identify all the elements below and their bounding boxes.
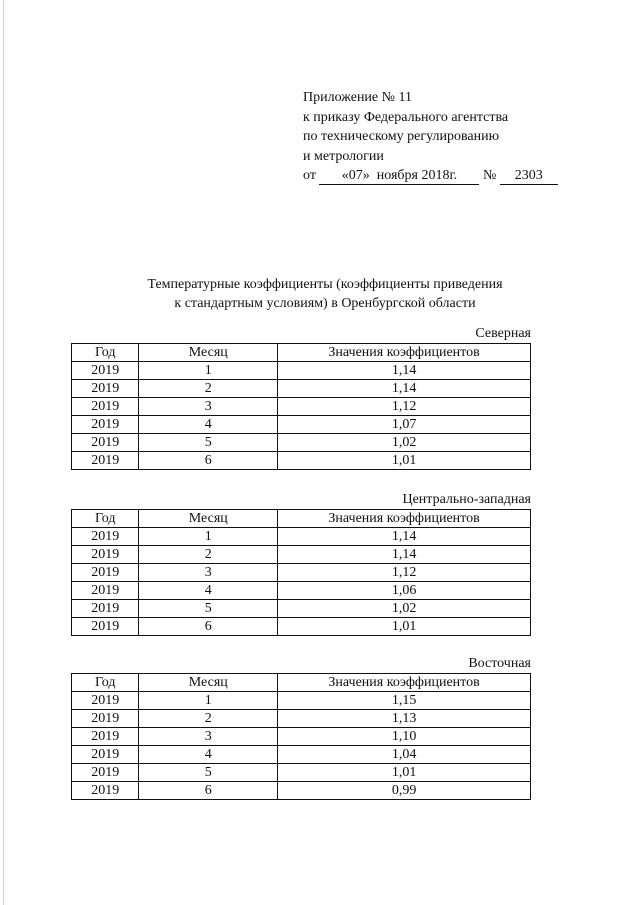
page-edge-line bbox=[3, 0, 4, 905]
cell-year: 2019 bbox=[72, 692, 139, 710]
cell-year: 2019 bbox=[72, 782, 139, 800]
cell-value: 1,01 bbox=[278, 764, 531, 782]
cell-value: 1,14 bbox=[278, 362, 531, 380]
cell-month: 5 bbox=[139, 764, 278, 782]
table-row bbox=[72, 398, 531, 416]
cell-month: 5 bbox=[139, 600, 278, 618]
region-label: Восточная bbox=[468, 656, 531, 671]
table-row bbox=[72, 546, 531, 564]
table-header-row bbox=[72, 344, 531, 362]
order-date-day: «07» bbox=[341, 168, 370, 183]
table-row bbox=[72, 782, 531, 800]
cell-year: 2019 bbox=[72, 564, 139, 582]
cell-value: 1,13 bbox=[278, 710, 531, 728]
appendix-number: Приложение № 11 bbox=[303, 90, 412, 105]
cell-value: 1,07 bbox=[278, 416, 531, 434]
cell-year: 2019 bbox=[72, 710, 139, 728]
cell-year: 2019 bbox=[72, 380, 139, 398]
cell-value: 1,14 bbox=[278, 380, 531, 398]
table-row bbox=[72, 764, 531, 782]
title-line-2: к стандартным условиям) в Оренбургской области bbox=[174, 296, 476, 311]
table-row bbox=[72, 728, 531, 746]
table-row bbox=[72, 746, 531, 764]
cell-value: 1,06 bbox=[278, 582, 531, 600]
cell-value: 1,02 bbox=[278, 600, 531, 618]
header-year: Год bbox=[72, 674, 139, 692]
cell-month: 4 bbox=[139, 416, 278, 434]
appendix-metrology-line: и метрологии bbox=[303, 148, 384, 164]
table-header-row bbox=[72, 510, 531, 528]
cell-year: 2019 bbox=[72, 434, 139, 452]
cell-month: 1 bbox=[139, 362, 278, 380]
cell-year: 2019 bbox=[72, 764, 139, 782]
cell-year: 2019 bbox=[72, 618, 139, 636]
table-row bbox=[72, 528, 531, 546]
cell-month: 2 bbox=[139, 546, 278, 564]
cell-year: 2019 bbox=[72, 746, 139, 764]
cell-year: 2019 bbox=[72, 600, 139, 618]
cell-year: 2019 bbox=[72, 362, 139, 380]
cell-value: 1,02 bbox=[278, 434, 531, 452]
header-month: Месяц bbox=[139, 510, 278, 528]
header-year: Год bbox=[72, 344, 139, 362]
table-row bbox=[72, 564, 531, 582]
order-date-month-year: ноября 2018г. bbox=[376, 168, 458, 183]
table-row bbox=[72, 362, 531, 380]
coefficients-table bbox=[71, 673, 531, 800]
cell-value: 1,14 bbox=[278, 528, 531, 546]
header-value: Значения коэффициентов bbox=[278, 510, 531, 528]
table-row bbox=[72, 452, 531, 470]
appendix-header bbox=[303, 88, 558, 186]
cell-value: 1,01 bbox=[278, 618, 531, 636]
table-header-row bbox=[72, 674, 531, 692]
table-row bbox=[72, 416, 531, 434]
appendix-agency-line: по техническому регулированию bbox=[303, 129, 500, 144]
cell-value: 0,99 bbox=[278, 782, 531, 800]
cell-month: 5 bbox=[139, 434, 278, 452]
cell-value: 1,10 bbox=[278, 728, 531, 746]
cell-value: 1,14 bbox=[278, 546, 531, 564]
cell-month: 2 bbox=[139, 710, 278, 728]
coefficients-table bbox=[71, 509, 531, 636]
cell-month: 6 bbox=[139, 782, 278, 800]
header-value: Значения коэффициентов bbox=[278, 344, 531, 362]
region-label: Центрально-западная bbox=[402, 492, 531, 507]
table-row bbox=[72, 710, 531, 728]
header-value: Значения коэффициентов bbox=[278, 674, 531, 692]
date-prefix: от bbox=[303, 168, 316, 183]
document-title bbox=[95, 275, 555, 313]
header-month: Месяц bbox=[139, 344, 278, 362]
cell-year: 2019 bbox=[72, 398, 139, 416]
cell-value: 1,01 bbox=[278, 452, 531, 470]
appendix-order-line: к приказу Федерального агентства bbox=[303, 109, 509, 125]
cell-month: 4 bbox=[139, 582, 278, 600]
cell-month: 3 bbox=[139, 728, 278, 746]
cell-month: 6 bbox=[139, 452, 278, 470]
cell-year: 2019 bbox=[72, 416, 139, 434]
cell-year: 2019 bbox=[72, 728, 139, 746]
cell-value: 1,12 bbox=[278, 564, 531, 582]
cell-month: 3 bbox=[139, 564, 278, 582]
cell-year: 2019 bbox=[72, 546, 139, 564]
cell-year: 2019 bbox=[72, 582, 139, 600]
table-row bbox=[72, 692, 531, 710]
table-row bbox=[72, 380, 531, 398]
cell-month: 4 bbox=[139, 746, 278, 764]
number-prefix: № bbox=[482, 168, 497, 183]
coefficients-table bbox=[71, 343, 531, 470]
cell-month: 1 bbox=[139, 528, 278, 546]
appendix-date-line bbox=[303, 166, 558, 186]
table-row bbox=[72, 618, 531, 636]
cell-month: 2 bbox=[139, 380, 278, 398]
cell-value: 1,04 bbox=[278, 746, 531, 764]
title-line-1: Температурные коэффициенты (коэффициенты приведения bbox=[147, 277, 503, 292]
table-row bbox=[72, 600, 531, 618]
cell-month: 6 bbox=[139, 618, 278, 636]
header-month: Месяц bbox=[139, 674, 278, 692]
cell-year: 2019 bbox=[72, 528, 139, 546]
cell-value: 1,15 bbox=[278, 692, 531, 710]
cell-month: 3 bbox=[139, 398, 278, 416]
header-year: Год bbox=[72, 510, 139, 528]
cell-value: 1,12 bbox=[278, 398, 531, 416]
table-row bbox=[72, 582, 531, 600]
cell-year: 2019 bbox=[72, 452, 139, 470]
table-row bbox=[72, 434, 531, 452]
order-date bbox=[319, 168, 479, 185]
order-number: 2303 bbox=[500, 168, 558, 185]
region-label: Северная bbox=[475, 326, 531, 341]
cell-month: 1 bbox=[139, 692, 278, 710]
